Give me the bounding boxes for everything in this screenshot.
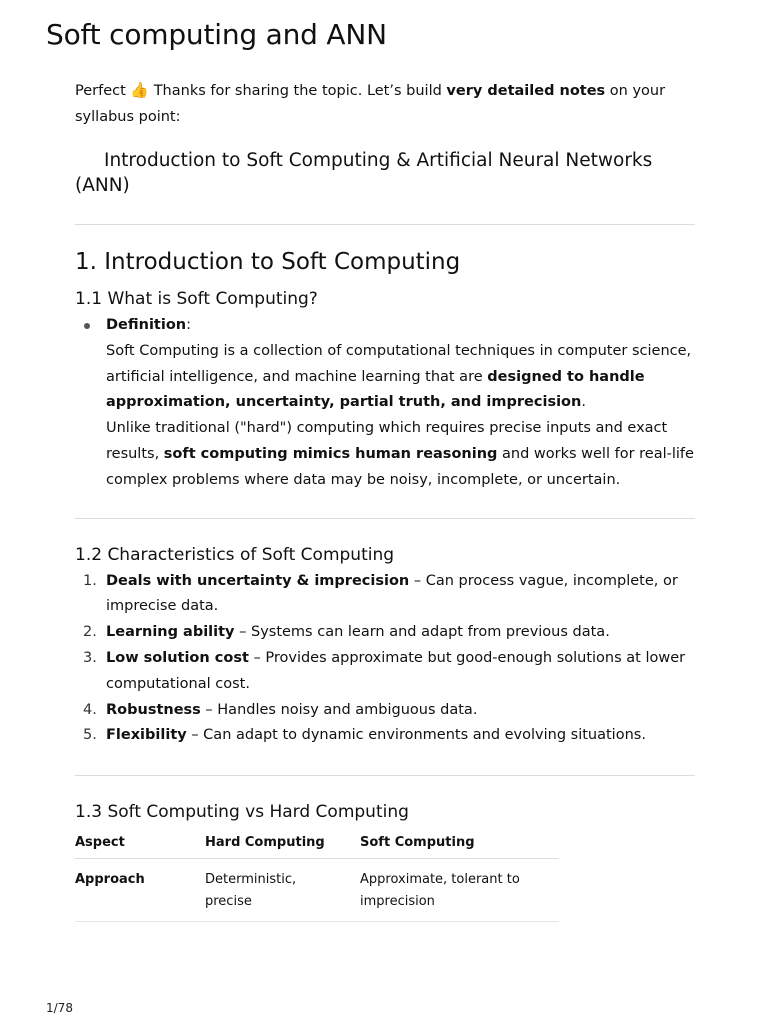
divider <box>75 775 695 776</box>
item-bold: Robustness <box>106 701 201 718</box>
definition-text: Soft Computing is a collection of computational techniques in computer science, artificial intelligence, and machine learning that are <box>106 342 692 385</box>
item-bold: Deals with uncertainty & imprecision <box>106 572 410 589</box>
definition-bold: designed to handle approximation, uncertainty, partial truth, and imprecision <box>106 368 645 411</box>
section-1-1-heading: 1.1 What is Soft Computing? <box>75 289 318 309</box>
definition-paragraph-1 <box>106 339 695 416</box>
table-cell-aspect: Approach <box>75 859 205 922</box>
definition-colon: : <box>186 317 191 333</box>
list-number: 3. <box>83 649 97 666</box>
item-text: – Can adapt to dynamic environments and evolving situations. <box>186 727 646 744</box>
definition-list <box>75 313 695 494</box>
comparison-bold: soft computing mimics human reasoning <box>163 445 498 462</box>
item-text: – Handles noisy and ambiguous data. <box>200 701 478 718</box>
table-cell-soft: Approximate, tolerant to imprecision <box>360 859 559 922</box>
page-number: 1/78 <box>46 1001 73 1015</box>
item-text: – Systems can learn and adapt from previous data. <box>234 624 610 641</box>
section-1-3-heading: 1.3 Soft Computing vs Hard Computing <box>75 802 409 823</box>
table-header-aspect: Aspect <box>75 834 205 859</box>
definition-paragraph-2 <box>106 416 695 493</box>
list-item <box>75 646 695 698</box>
table-header-soft: Soft Computing <box>360 834 559 859</box>
list-item <box>75 620 695 646</box>
list-number: 2. <box>83 624 97 641</box>
comparison-text: Unlike traditional ("hard") computing which requires precise inputs and exact results, <box>106 420 668 462</box>
intro-text-1: Thanks for sharing the topic. Let’s build <box>149 83 447 99</box>
item-text: – Can process vague, incomplete, or imprecise data. <box>106 572 678 615</box>
section-1-heading: 1. Introduction to Soft Computing <box>75 249 461 275</box>
comparison-end: and works well for real-life complex problems where data may be noisy, incomplete, or uncertain. <box>106 445 694 488</box>
item-bold: Learning ability <box>106 624 235 641</box>
definition-label: Definition <box>106 317 187 333</box>
characteristics-list <box>75 569 695 750</box>
item-bold: Low solution cost <box>106 649 249 666</box>
intro-bold: very detailed notes <box>446 83 606 99</box>
document-subtitle <box>75 148 695 198</box>
list-item <box>75 698 695 724</box>
document-content <box>75 78 695 922</box>
list-item <box>75 313 695 494</box>
divider <box>75 224 695 225</box>
comparison-table <box>75 834 559 922</box>
list-item <box>75 723 695 749</box>
intro-perfect: Perfect <box>75 83 126 99</box>
table-cell-hard: Deterministic, precise <box>205 859 360 922</box>
definition-end: . <box>581 394 586 411</box>
list-number: 4. <box>83 701 97 718</box>
table-header-hard: Hard Computing <box>205 834 360 859</box>
list-number: 1. <box>83 572 97 589</box>
table-row <box>75 859 559 922</box>
list-number: 5. <box>83 727 97 744</box>
intro-paragraph <box>75 78 695 130</box>
thumbs-up-icon: 👍 <box>130 81 150 99</box>
divider <box>75 518 695 519</box>
subtitle-text: Introduction to Soft Computing & Artificial Neural Networks (ANN) <box>75 150 653 196</box>
table-header-row <box>75 834 559 859</box>
item-bold: Flexibility <box>106 727 187 744</box>
item-text: – Provides approximate but good-enough solutions at lower computational cost. <box>106 649 686 692</box>
list-item <box>75 569 695 621</box>
section-1-2-heading: 1.2 Characteristics of Soft Computing <box>75 544 395 565</box>
bullet-icon <box>84 323 90 329</box>
intro-text-2: on your syllabus point: <box>75 83 666 125</box>
page-title: Soft computing and ANN <box>46 18 387 51</box>
